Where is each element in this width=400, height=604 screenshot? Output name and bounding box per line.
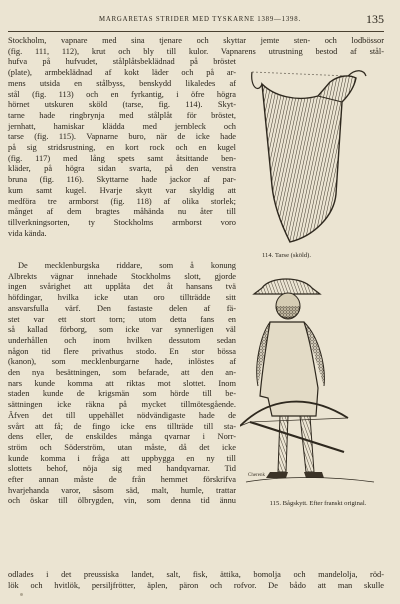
text-line: ansvarsfulla värf. Den fastaste delen af fä- (8, 303, 236, 313)
text-line: (plate), armbeklädnad af kokt läder och på ar- (8, 68, 236, 78)
paragraph-1-full-width (8, 36, 384, 57)
text-line: någon tid flere privathus stodo. En stor bössa (8, 346, 236, 356)
text-line: medföra tre armborst (fig. 118) af olika storlek; (8, 196, 236, 206)
text-line: månget af dem bragtes måhända nu åter till (8, 207, 236, 217)
text-line: höfdingar, hvilka icke utan oro tillträdde sitt (8, 293, 236, 303)
header-rule (8, 31, 384, 32)
text-line: kläder, på högra sidan svarta, på den venstra (8, 164, 236, 174)
text-line: hörnet utskuren sköld (tarse, fig. 114). Skyt- (8, 100, 236, 110)
text-line: (fig. 111, 112), krut och bly till kulor. Vapnarens utrustning bestod af stål- (8, 46, 384, 56)
text-line: så kallad förborg, som icke var synnerligen väl (8, 325, 236, 335)
text-line: hvarjehanda varor, såsom säd, malt, humle, trattar (8, 485, 236, 495)
text-line: sättningen icke räkna på mycket tillmötesgående. (8, 400, 236, 410)
text-line: ström och Söderström, utan måste, då det icke (8, 442, 236, 452)
text-line: (kanon), som mecklenburgarne hade, inlöstes af (8, 357, 236, 367)
text-line: hufva på hufvudet, stålplåtsbeklädnad på bröstet (8, 57, 236, 67)
text-line: den nya besättningen, som befarade, att den an- (8, 368, 236, 378)
shield-illustration (244, 66, 374, 246)
text-line: stål (fig. 113) och en fyrkantig, i öfre högra (8, 89, 236, 99)
text-line: och öskar till ölbrygden, vin, som denna tid ännu (8, 496, 236, 506)
text-line: underhållen och inom hvilken dessutom sedan (8, 335, 236, 345)
text-line: lök och hvitlök, persiljfrötter, äplen, päron och rofvor. De bådo att man skulle (8, 580, 384, 590)
text-line: De mecklenburgska riddare, som å konung (18, 261, 236, 270)
text-line: tarne hade ringbrynja med stålplåt för bröstet, (8, 110, 236, 120)
text-line: jernhatt, hamiskar klädda med jernbleck och (8, 121, 236, 131)
text-line: odlades i det preussiska landet, salt, fisk, ättika, bomolja och mandelolja, röd- (8, 570, 384, 579)
text-line: kum samt kugel. Hvarje skytt var skyldig att (8, 185, 236, 195)
page-number: 135 (366, 12, 384, 26)
text-line: på sig stridsrustning, en kort rock och en kugel (8, 143, 236, 153)
paragraph-2-full-width (8, 570, 384, 591)
engraver-signature: Cherenk (248, 473, 265, 478)
figure-114-shield-engraving (244, 66, 374, 246)
text-line: stet var ett stort torn; utom detta fans en (8, 314, 236, 324)
paragraph-2-narrow (8, 261, 236, 507)
paragraph-1-narrow (8, 57, 236, 239)
text-line: svårt att få; de fingo icke ens tillträde till sta- (8, 421, 236, 431)
page-speck (20, 593, 23, 596)
text-line: efter annan måste de från hemmet förskrifva (8, 475, 236, 485)
text-line: staden kunde de krigsmän som hörde till be- (8, 389, 236, 399)
text-line: ingen svårighet att upplåta det åt hansans tvä (8, 282, 236, 292)
figure-115-crossbowman-engraving (240, 276, 380, 496)
running-head: MARGARETAS STRIDER MED TYSKARNE 1389—1398. (99, 16, 301, 23)
text-line: kunde komma i fråga att uppbygga en ny till (8, 453, 236, 463)
text-line: (fig. 117) med lång spets samt åtsittande ben- (8, 153, 236, 163)
text-line: vida kända. (8, 228, 47, 238)
text-line: tillverkningsorten, ty Stockholms armborst voro (8, 217, 236, 227)
text-line: Albrekts vägnar innehade Stockholms slott, gjorde (8, 271, 236, 281)
figure-115-caption: 115. Bågskytt. Efter franskt original. (269, 500, 367, 507)
text-line: tarse (fig. 115). Vapnarne buro, när de icke hade (8, 132, 236, 142)
figure-114-caption: 114. Tarse (sköld). (262, 252, 311, 259)
text-line: nars kunde komma att riktas mot slottet. Inom (8, 378, 236, 388)
text-line: mens utsida en stålbyss, benskydd likaledes af (8, 78, 236, 88)
text-line: Stockholm, vapnare med sina tjenare och skyttar jemte sten- och lodbössor (8, 36, 384, 45)
text-line: slottets behof, nöja sig med handqvarnar. Tid (8, 464, 236, 474)
text-line: bruna (fig. 116). Skyttarne hade jackor af par- (8, 175, 236, 185)
text-line: dens eller, de enskildes många qvarnar i Norr- (8, 432, 236, 442)
crossbowman-illustration (240, 276, 380, 496)
text-line: Äfven det till uppehället nödvändigaste hade de (8, 410, 236, 420)
